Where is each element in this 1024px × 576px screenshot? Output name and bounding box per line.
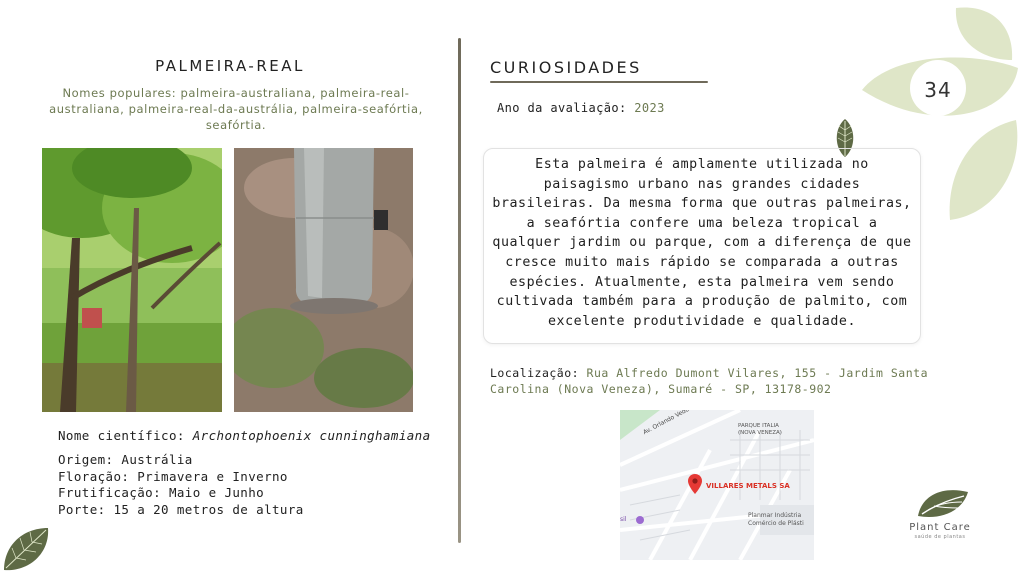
scientific-name-line	[58, 428, 431, 443]
page-number: 34	[924, 78, 952, 102]
map-pin-icon[interactable]	[688, 474, 702, 494]
evaluation-year: 2023	[634, 101, 665, 115]
fact-origin: Origem: Austrália	[58, 452, 193, 467]
leaf-decoration-icon	[2, 526, 50, 572]
plant-care-logo	[900, 486, 980, 546]
map-park-label-line2: (NOVA VENEZA)	[738, 430, 782, 436]
location-address: Rua Alfredo Dumont Vilares, 155 - Jardim Santa Carolina (Nova Veneza), Sumaré - SP, 13178-902	[490, 366, 929, 396]
logo-name: Plant Care	[909, 522, 971, 533]
map-company-label: VILLARES METALS SA	[706, 482, 790, 490]
plant-care-logo-icon	[914, 486, 970, 520]
evaluation-line	[497, 101, 665, 115]
location-label: Localização:	[490, 366, 587, 380]
map-park-label-line1: PARQUE ITALIA	[738, 423, 779, 429]
map-park-label	[738, 423, 782, 437]
plant-facts	[58, 452, 304, 518]
column-divider	[458, 38, 461, 543]
location-line	[490, 366, 960, 397]
fact-size: Porte: 15 a 20 metros de altura	[58, 501, 304, 517]
logo-tagline: saúde de plantas	[914, 534, 966, 540]
plant-title: PALMEIRA-REAL	[155, 57, 305, 75]
title-underline	[490, 81, 708, 83]
scientific-name: Archontophoenix cunninghamiana	[192, 428, 431, 443]
leaf-decoration-icon	[946, 118, 1022, 224]
fact-fruiting: Frutificação: Maio e Junho	[58, 485, 265, 500]
trunk-photo	[234, 148, 413, 412]
map-planmar-line1: Planmar Indústria	[748, 512, 802, 519]
evaluation-label: Ano da avaliação:	[497, 101, 635, 115]
location-map[interactable]	[620, 410, 814, 560]
scientific-name-label: Nome científico:	[58, 428, 193, 443]
map-planmar-line2: Comércio de Plásti	[748, 520, 804, 527]
map-partial-label: sil	[620, 516, 627, 523]
popular-names: Nomes populares: palmeira-australiana, palmeira-real-australiana, palmeira-real-da-austrália, palmeira-seafórtia, seafórtia.	[49, 86, 423, 132]
map-planmar-label	[748, 512, 804, 528]
tree-photo	[42, 148, 222, 412]
curiosity-text: Esta palmeira é amplamente utilizada no paisagismo urbano nas grandes cidades brasileiras. Da mesma forma que outras palmeiras, a seafórtia confere uma beleza tropical a qualquer jardim ou parque, com a diferença de que cresce muito mais rápido se comparada a outras espécies. Atualmente, esta palmeira vem sendo cultivada também para a produção de palmito, com excelente produtividade e qualidade.	[492, 157, 912, 329]
section-title: CURIOSIDADES	[490, 58, 642, 77]
curiosity-text-box	[483, 148, 921, 344]
fact-flowering: Floração: Primavera e Inverno	[58, 468, 288, 484]
